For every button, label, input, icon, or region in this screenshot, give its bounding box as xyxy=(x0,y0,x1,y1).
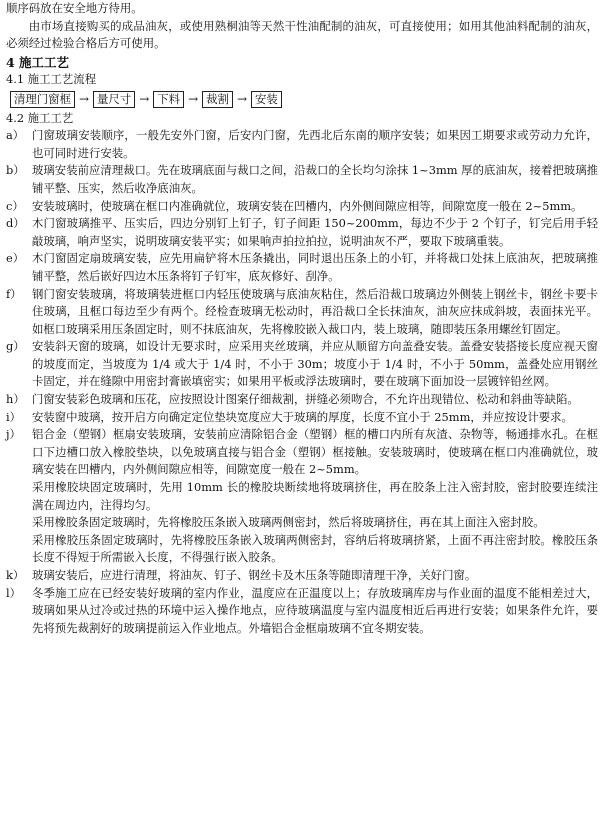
item-text: 安装斜天窗的玻璃，如设计无要求时，应采用夹丝玻璃，并应从顺留方向盖叠安装。盖叠安装搭接长度应视天窗的坡度而定，当坡度为 1/4 或大于 1/4 时，不小于 30m；坡度小于 1/4 时，不小于 50mm，盖叠处应用钢丝卡固定，并在缝隙中用密封膏嵌填密实；如果用平板或浮法玻璃时，要在玻璃下面加设一层镀锌铅丝网。 xyxy=(32,339,598,389)
item-text: 安装玻璃时，使玻璃在框口内准确就位，玻璃安装在凹槽内，内外侧间隙应相等，间隙宽度一般在 2~5mm。 xyxy=(32,198,583,213)
continuation-paragraph: 采用橡胶条固定玻璃时，先将橡胶压条嵌入玻璃两侧密封，然后将玻璃挤住，再在其上面注入密封胶。 xyxy=(32,515,545,530)
item-text: 门窗玻璃安装顺序，一般先安外门窗，后安内门窗，先西北后东南的顺序安装；如果因工期要求或劳动力允许，也可同时进行安装。 xyxy=(32,128,598,160)
list-item xyxy=(6,426,598,479)
item-label: f） xyxy=(6,286,22,301)
item-text: 玻璃安装后，应进行清理，将油灰、钉子、钢丝卡及木压条等随即清理干净，关好门窗。 xyxy=(32,568,477,582)
item-text: 木门窗玻璃推平、压实后，四边分别钉上钉子，钉子间距 150~200mm，每边不少于 2 个钉子，钉完后用手轻敲玻璃，响声坚实，说明玻璃安装平实；如果响声拍拉拍拉，说明油灰不严，要取下玻璃重装。 xyxy=(32,216,598,248)
subsection-heading-4-1: 4.1 施工工艺流程 xyxy=(6,72,97,87)
item-text: 安装窗中玻璃，按开启方向确定定位垫块宽度应大于玻璃的厚度，长度不宜小于 25mm，并应按设计要求。 xyxy=(32,409,573,424)
subsection-heading-4-2: 4.2 施工工艺 xyxy=(6,110,74,125)
flow-step: 下料 xyxy=(153,91,184,108)
item-label: h） xyxy=(6,392,25,407)
item-label: k） xyxy=(6,568,25,582)
item-text: 玻璃安装前应清理裁口。先在玻璃底面与裁口之间，沿裁口的全长均匀涂抹 1~3mm 厚的底油灰，接着把玻璃推铺平整、压实，然后收净底油灰。 xyxy=(32,163,598,195)
intro-paragraph: 由市场直接购买的成品油灰，或使用熟桐油等天然干性油配制的油灰，可直接使用；如用其他油料配制的油灰，必须经过检验合格后方可使用。 xyxy=(6,18,598,51)
process-flow xyxy=(10,91,598,109)
item-text: 钢门窗安装玻璃，将玻璃装进框口内轻压使玻璃与底油灰粘住，然后沿裁口玻璃边外侧装上钢丝卡，钢丝卡要卡住玻璃，且框口每边至少有两个。经检查玻璃无松动时，再沿裁口全长抹油灰，油灰应抹成斜坡，表面抹光平。如框口玻璃采用压条固定时，则不抹底油灰，先将橡胶嵌入裁口内，装上玻璃，随即装压条用螺丝钉固定。 xyxy=(32,286,598,336)
list-item xyxy=(6,162,598,197)
item-text: 铝合金（塑钢）框扇安装玻璃，安装前应清除铝合金（塑钢）框的槽口内所有灰渣、杂物等，畅通排水孔。在框口下边槽口放入橡胶垫块，以免玻璃直接与铝合金（塑钢）框接触。安装玻璃时，使玻璃在框口内准确就位，玻璃安装在凹槽内，内外侧间隙应相等，间隙宽度一般在 2~5mm。 xyxy=(32,427,598,477)
flow-step: 清理门窗框 xyxy=(10,91,75,108)
continuation-paragraph: 采用橡胶压条固定玻璃时，先将橡胶压条嵌入玻璃两侧密封，容纳后将玻璃挤紧，上面不再注密封胶。橡胶压条长度不得短于所需嵌入长度，不得强行嵌入胶条。 xyxy=(32,532,598,565)
item-label: a） xyxy=(6,128,25,143)
continuation-paragraph: 采用橡胶块固定玻璃时，先用 10mm 长的橡胶块断续地将玻璃挤住，再在胶条上注入密封胶，密封胶要连续注满在周边内，注得均匀。 xyxy=(32,480,598,512)
item-label: g） xyxy=(6,339,25,354)
item-text: 门窗安装彩色玻璃和压花，应按照设计图案仔细裁割，拼缝必须吻合，不允许出现错位、松动和斜曲等缺陷。 xyxy=(32,392,579,407)
intro-line: 顺序码放在安全地方待用。 xyxy=(6,1,143,15)
item-text: 冬季施工应在已经安装好玻璃的室内作业，温度应在正温度以上；存放玻璃库房与作业面的温度不能相差过大，玻璃如果从过冷或过热的环境中运入操作地点，应待玻璃温度与室内温度相近后再进行安装；如果条件允许，要先将预先裁割好的玻璃提前运入作业地点。外墙铝合金框扇玻璃不宜冬期安装。 xyxy=(32,585,598,635)
item-label: i） xyxy=(6,409,22,424)
item-label: b） xyxy=(6,163,25,178)
list-item xyxy=(6,127,598,162)
list-item xyxy=(6,198,598,216)
item-label: c） xyxy=(6,198,24,213)
list-item xyxy=(6,567,598,585)
item-j-continuation xyxy=(6,479,598,567)
item-label: e） xyxy=(6,251,25,266)
list-item xyxy=(6,585,598,638)
item-text: 木门窗固定扇玻璃安装，应先用扁铲将木压条撬出，同时退出压条上的小钉，并将裁口处抹上底油灰，把玻璃推铺平整，然后嵌好四边木压条将钉子钉牢，底灰修好、刮净。 xyxy=(32,251,598,283)
arrow-right-icon: → xyxy=(236,91,247,106)
list-item xyxy=(6,409,598,427)
item-label: j） xyxy=(6,427,21,442)
list-item xyxy=(6,286,598,339)
arrow-right-icon: → xyxy=(188,91,199,106)
section-heading: 4 施工工艺 xyxy=(6,54,70,70)
arrow-right-icon: → xyxy=(139,91,150,106)
list-item xyxy=(6,250,598,285)
arrow-right-icon: → xyxy=(78,91,90,106)
list-item xyxy=(6,391,598,409)
flow-step: 量尺寸 xyxy=(93,91,135,108)
list-item xyxy=(6,215,598,250)
item-label: l） xyxy=(6,585,22,600)
item-label: d） xyxy=(6,216,25,231)
flow-step: 裁割 xyxy=(202,91,233,108)
flow-step: 安装 xyxy=(251,91,282,108)
list-item xyxy=(6,338,598,391)
